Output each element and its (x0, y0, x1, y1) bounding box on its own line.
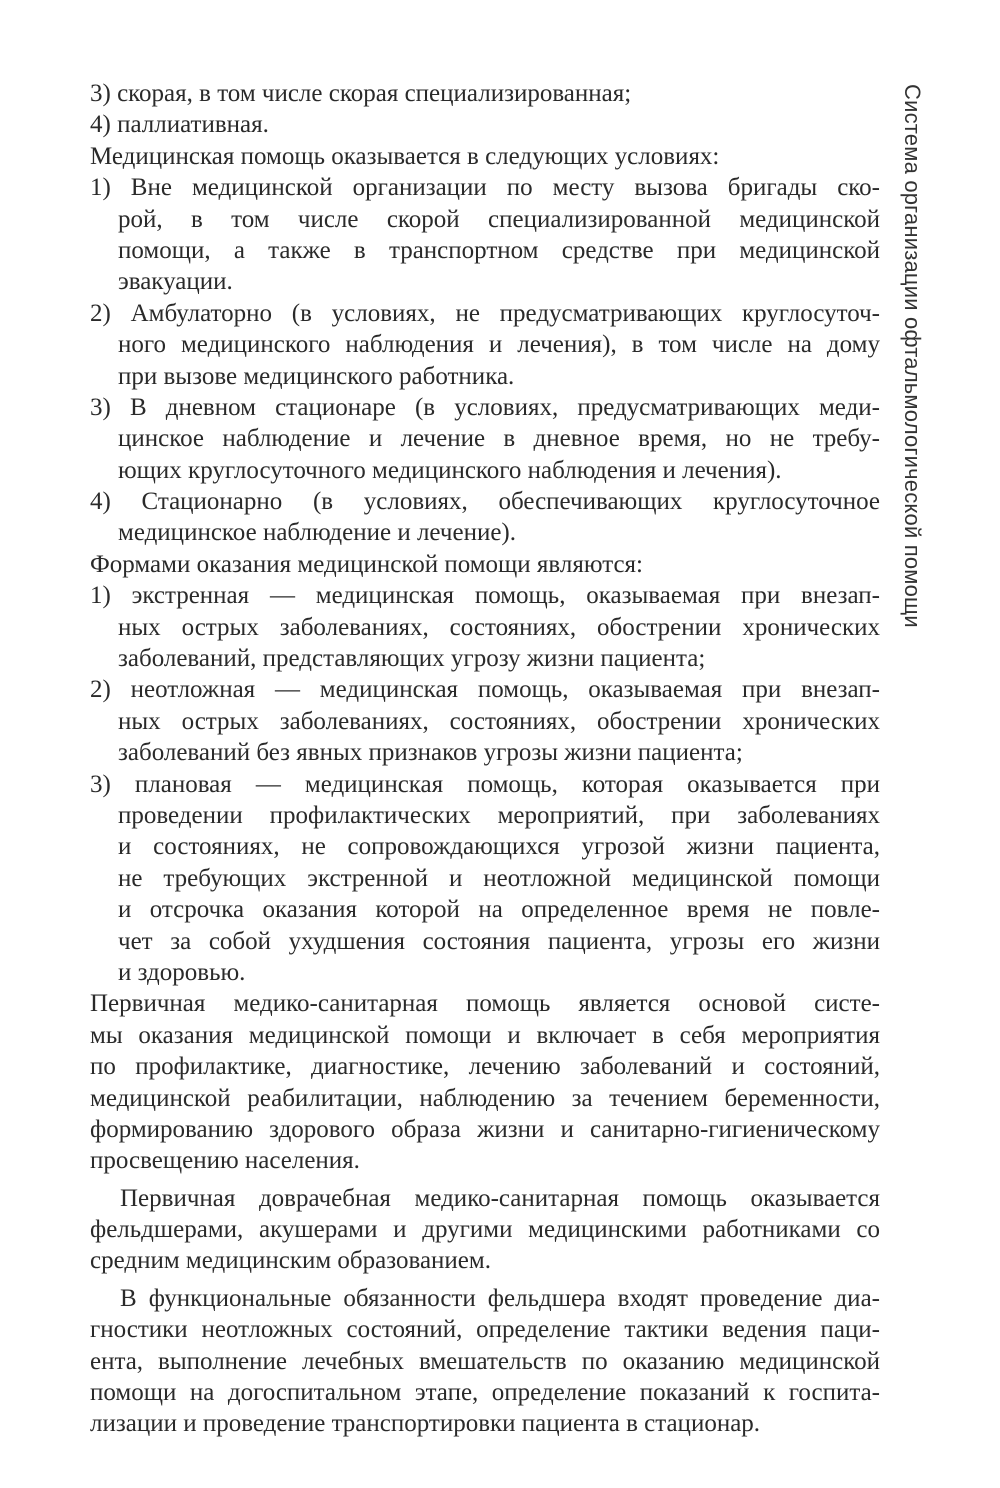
paragraph-prephysician-line: фельдшерами, акушерами и другими медицинскими работниками со (90, 1216, 880, 1244)
form-planned-line: чет за собой ухудшения состояния пациента, угрозы его жизни (118, 927, 880, 955)
condition-2-line: при вызове медицинского работника. (118, 362, 515, 390)
condition-2-line: ного медицинского наблюдения и лечения), в том числе на дому (118, 331, 880, 359)
running-title: Система организации офтальмологической помощи (900, 84, 925, 628)
form-planned-line: и состояниях, не сопровождающихся угрозой жизни пациента, (118, 833, 880, 861)
condition-2-line: 2) Амбулаторно (в условиях, не предусматривающих круглосуточ- (90, 299, 880, 327)
paragraph-primary-care-line: просвещению населения. (90, 1147, 360, 1175)
conditions-heading: Медицинская помощь оказывается в следующих условиях: (90, 142, 720, 170)
form-emergency-line: 1) экстренная — медицинская помощь, оказываемая при внезап- (90, 582, 880, 610)
condition-1-line: 1) Вне медицинской организации по месту вызова бригады ско- (90, 174, 880, 202)
list-item-palliative: 4) паллиативная. (90, 111, 269, 139)
list-item-ambulance: 3) скорая, в том числе скорая специализированная; (90, 80, 632, 107)
form-emergency-line: заболеваний, представляющих угрозу жизни пациента; (118, 645, 706, 673)
paragraph-primary-care-line: по профилактике, диагностике, лечению заболеваний и состояний, (90, 1053, 880, 1081)
forms-heading: Формами оказания медицинской помощи являются: (90, 550, 644, 578)
paragraph-paramedic-line: лизации и проведение транспортировки пациента в стационар. (90, 1410, 761, 1438)
paragraph-primary-care-line: медицинской реабилитации, наблюдению за течением беременности, (90, 1084, 880, 1112)
paragraph-paramedic-line: В функциональные обязанности фельдшера входят проведение диа- (120, 1284, 880, 1312)
paragraph-paramedic-line: помощи на догоспитальном этапе, определение показаний к госпита- (90, 1379, 880, 1407)
condition-1-line: помощи, а также в транспортном средстве при медицинской (118, 236, 880, 264)
paragraph-primary-care-line: мы оказания медицинской помощи и включает в себя мероприятия (90, 1021, 880, 1049)
paragraph-paramedic-line: ента, выполнение лечебных вмешательств по оказанию медицинской (90, 1347, 880, 1375)
running-title-sidebar (895, 84, 935, 628)
condition-3-line: цинское наблюдение и лечение в дневное время, но не требу- (118, 425, 880, 453)
condition-4-line: медицинское наблюдение и лечение). (118, 519, 516, 547)
paragraph-paramedic-line: гностики неотложных состояний, определение тактики ведения паци- (90, 1316, 880, 1344)
condition-4-line: 4) Стационарно (в условиях, обеспечивающих круглосуточное (90, 488, 880, 516)
paragraph-primary-care-line: Первичная медико-санитарная помощь является основой систе- (90, 990, 880, 1018)
form-urgent-line: ных острых заболеваниях, состояниях, обострении хронических (118, 707, 880, 735)
condition-1-line: эвакуации. (118, 268, 233, 296)
form-planned-line: 3) плановая — медицинская помощь, которая оказывается при (90, 770, 880, 798)
form-emergency-line: ных острых заболеваниях, состояниях, обострении хронических (118, 613, 880, 641)
form-urgent-line: заболеваний без явных признаков угрозы жизни пациента; (118, 739, 743, 767)
condition-3-line: ющих круглосуточного медицинского наблюдения и лечения). (118, 456, 782, 484)
condition-3-line: 3) В дневном стационаре (в условиях, предусматривающих меди- (90, 393, 880, 421)
paragraph-prephysician-line: Первичная доврачебная медико-санитарная помощь оказывается (120, 1184, 880, 1212)
form-planned-line: и здоровью. (118, 958, 246, 986)
condition-1-line: рой, в том числе скорой специализированной медицинской (118, 205, 880, 233)
paragraph-prephysician-line: средним медицинским образованием. (90, 1247, 491, 1275)
form-planned-line: не требующих экстренной и неотложной медицинской помощи (118, 864, 880, 892)
page-body-text (90, 78, 880, 1440)
paragraph-primary-care-line: формированию здорового образа жизни и санитарно-гигиеническому (90, 1115, 880, 1143)
form-planned-line: проведении профилактических мероприятий, при заболеваниях (118, 801, 880, 829)
form-urgent-line: 2) неотложная — медицинская помощь, оказываемая при внезап- (90, 676, 880, 704)
form-planned-line: и отсрочка оказания которой на определенное время не повле- (118, 896, 880, 924)
